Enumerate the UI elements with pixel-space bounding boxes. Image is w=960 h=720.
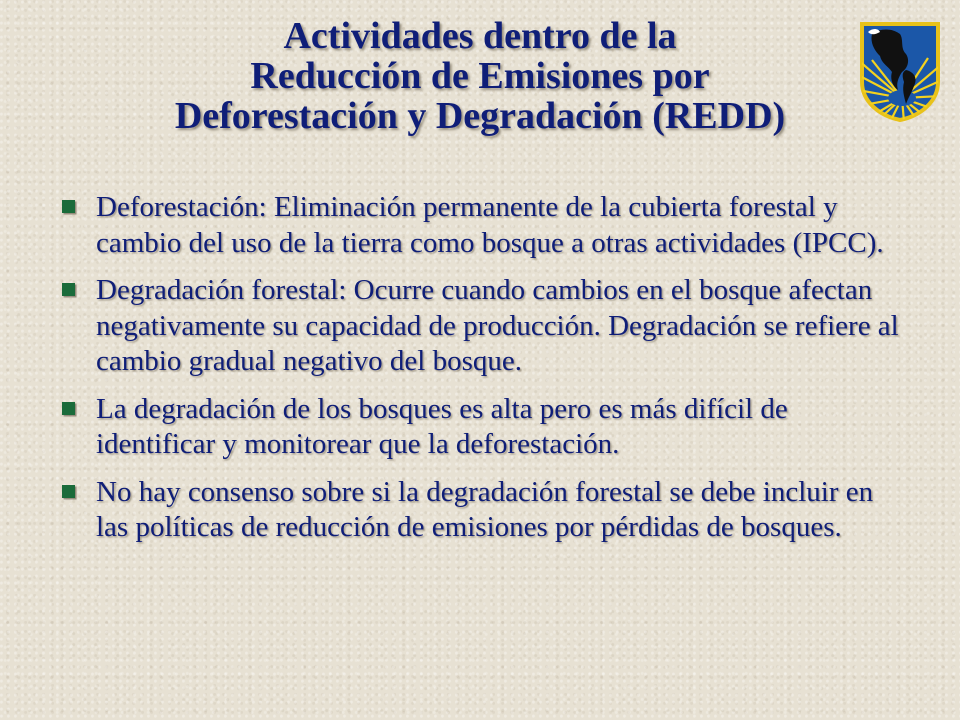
bullet-text: Degradación forestal: Ocurre cuando cambios en el bosque afectan negativamente su capacidad de producción. Degradación se refiere al cambio gradual negativo del bosque. [96,274,899,377]
americas-globe-sunburst-emblem-icon [858,20,942,122]
square-bullet-icon [62,485,75,498]
square-bullet-icon [62,283,75,296]
square-bullet-icon [62,402,75,415]
bullet-item-degradacion-alta [62,392,912,463]
bullet-text: No hay consenso sobre si la degradación forestal se debe incluir en las políticas de reducción de emisiones por pérdidas de bosques. [96,475,874,543]
square-bullet-icon [62,200,75,213]
bullet-text: Deforestación: Eliminación permanente de la cubierta forestal y cambio del uso de la tierra como bosque a otras actividades (IPCC). [96,191,884,259]
slide-title [60,16,900,136]
bullet-item-deforestacion [62,190,912,261]
bullet-text: La degradación de los bosques es alta pero es más difícil de identificar y monitorear que la deforestación. [96,392,788,460]
bullet-item-no-consenso [62,475,912,546]
title-line-3: Deforestación y Degradación (REDD) [174,95,786,137]
bullet-list [62,190,912,558]
title-line-2: Reducción de Emisiones por [250,55,710,97]
bullet-item-degradacion-forestal [62,273,912,380]
title-line-1: Actividades dentro de la [283,15,677,57]
